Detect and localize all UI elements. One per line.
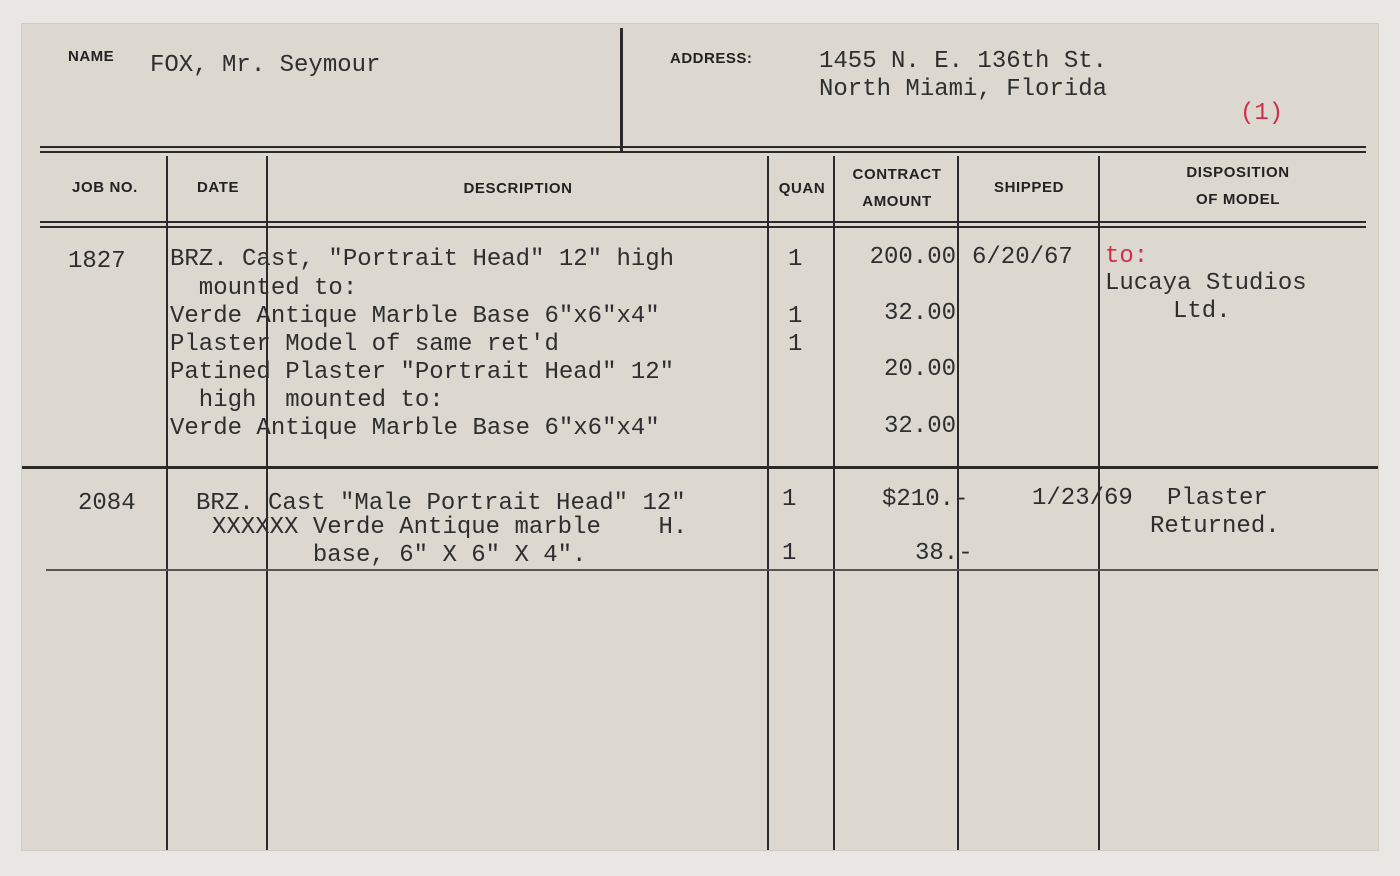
entry2-amount: 38.- bbox=[915, 540, 973, 567]
name-value: FOX, Mr. Seymour bbox=[150, 52, 381, 79]
entry1-desc-line: Patined Plaster "Portrait Head" 12" bbox=[170, 359, 675, 386]
card-number: (1) bbox=[1240, 100, 1284, 127]
entry1-desc-line: Plaster Model of same ret'd bbox=[170, 331, 559, 358]
entry1-amount: 32.00 bbox=[883, 413, 956, 440]
entry1-desc-line: BRZ. Cast, "Portrait Head" 12" high bbox=[170, 246, 675, 273]
record-card bbox=[22, 24, 1378, 850]
col-contract bbox=[835, 161, 959, 215]
col-divider-4 bbox=[833, 156, 835, 850]
entry1-quan: 1 bbox=[788, 331, 803, 358]
entry1-desc-line: Verde Antique Marble Base 6"x6"x4" bbox=[170, 415, 660, 442]
entry-separator bbox=[22, 466, 1378, 469]
col-divider-1 bbox=[166, 156, 168, 850]
col-job-no: JOB NO. bbox=[72, 179, 138, 196]
entry1-amount: 20.00 bbox=[883, 356, 956, 383]
address-line-2: North Miami, Florida bbox=[819, 76, 1108, 103]
col-disposition-line-2: OF MODEL bbox=[1196, 191, 1280, 208]
address-label: ADDRESS: bbox=[670, 50, 753, 67]
col-description: DESCRIPTION bbox=[463, 180, 573, 197]
entry1-disposition-line: Ltd. bbox=[1173, 298, 1231, 325]
entry1-disposition-to: to: bbox=[1105, 243, 1149, 270]
col-disposition-line-1: DISPOSITION bbox=[1186, 164, 1290, 181]
colhead-rule-bottom bbox=[40, 226, 1366, 228]
entry1-quan: 1 bbox=[788, 246, 803, 273]
col-contract-line-2: AMOUNT bbox=[862, 193, 932, 210]
name-label: NAME bbox=[68, 48, 115, 65]
entry1-desc-line: mounted to: bbox=[170, 275, 358, 302]
col-shipped: SHIPPED bbox=[993, 179, 1065, 196]
entry1-desc-line: high mounted to: bbox=[170, 387, 444, 414]
entry2-disposition-line: Plaster bbox=[1167, 485, 1268, 512]
col-date: DATE bbox=[196, 179, 240, 196]
col-quan: QUAN bbox=[778, 180, 826, 197]
entry2-underline bbox=[46, 569, 1378, 571]
entry2-job-no: 2084 bbox=[78, 490, 136, 517]
address-line-1: 1455 N. E. 136th St. bbox=[819, 48, 1108, 75]
colhead-rule-top bbox=[40, 221, 1366, 223]
col-divider-3 bbox=[767, 156, 769, 850]
entry1-shipped: 6/20/67 bbox=[972, 244, 1073, 271]
header-divider bbox=[620, 28, 623, 152]
entry1-amount: 200.00 bbox=[869, 244, 956, 271]
col-contract-line-1: CONTRACT bbox=[852, 166, 942, 183]
entry2-amount: $210.- bbox=[882, 486, 969, 513]
entry1-desc-line: Verde Antique Marble Base 6"x6"x4" bbox=[170, 303, 660, 330]
entry1-disposition-line: Lucaya Studios bbox=[1105, 270, 1307, 297]
entry2-quan: 1 bbox=[782, 540, 797, 567]
entry2-quan: 1 bbox=[782, 486, 797, 513]
col-disposition bbox=[1100, 159, 1376, 213]
header-rule-top bbox=[40, 146, 1366, 148]
entry1-quan: 1 bbox=[788, 303, 803, 330]
entry2-shipped: 1/23/69 bbox=[1032, 485, 1133, 512]
entry2-desc-line: BRZ. Cast "Male Portrait Head" 12" bbox=[196, 490, 686, 517]
entry1-job-no: 1827 bbox=[68, 248, 126, 275]
entry1-amount: 32.00 bbox=[883, 300, 956, 327]
entry2-desc-line: base, 6" X 6" X 4". bbox=[212, 542, 587, 569]
entry2-disposition-line: Returned. bbox=[1150, 513, 1280, 540]
entry2-desc-line: XXXXXX Verde Antique marble H. bbox=[212, 514, 688, 541]
header-rule-bottom bbox=[40, 151, 1366, 153]
